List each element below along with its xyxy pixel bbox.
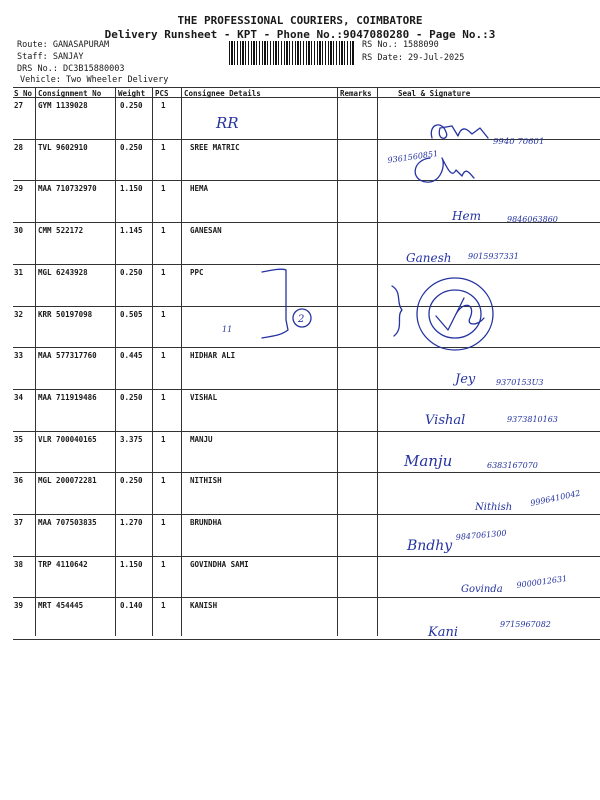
report-subtitle: Delivery Runsheet - KPT - Phone No.:9047080280 - Page No.:3 [104,28,496,41]
handwritten-phone-28: 9361560851 [387,148,439,165]
cell-consignment: TVL 9602910 [38,142,88,152]
cell-weight: 1.270 [120,518,143,527]
cell-sno: 31 [14,267,24,277]
cell-sno: 37 [14,518,24,527]
handwritten-phone-39: 9715967082 [500,620,551,629]
cell-consignee: GOVINDHA SAMI [190,559,249,569]
handwritten-phone-30: 9015937331 [468,252,519,261]
handwritten-signature-39: Kani [428,625,458,640]
route-label: Route: GANASAPURAM [17,40,110,50]
handwritten-signature-37: Nithish [475,502,513,513]
handwritten-signature-38: Govinda [461,584,503,595]
cell-weight: 0.140 [120,601,143,611]
cell-consignee: KANISH [190,601,218,611]
handwritten-phone-35: 6383167070 [487,461,538,470]
cell-sno: 29 [14,184,24,194]
staff-label: Staff: SANJAY [17,52,84,62]
handwritten-signature-34: Vishal [425,413,466,428]
cell-weight: 1.150 [120,559,143,569]
report-title: THE PROFESSIONAL COURIERS, COIMBATORE [177,14,423,27]
cell-sno: 36 [14,476,24,486]
rs-number: RS No.: 1588090 [362,40,439,50]
handwritten-circled-2: 2 [298,314,305,325]
cell-pcs: 1 [161,142,166,152]
col-header-sno: S No [14,89,33,98]
cell-weight: 0.505 [120,309,143,319]
cell-consignee: MANJU [190,434,213,444]
cell-sno: 32 [14,309,24,319]
cell-weight: 3.375 [120,434,143,444]
vehicle-label: Vehicle: Two Wheeler Delivery [20,75,169,85]
handwritten-signature-35: Manju [404,452,453,470]
cell-consignment: MAA 710732970 [38,184,97,194]
cell-sno: 28 [14,142,24,152]
handwritten-signature-30: Ganesh [406,251,452,265]
cell-sno: 38 [14,559,24,569]
cell-consignment: TRP 4110642 [38,559,88,569]
cell-consignment: MAA 577317760 [38,351,97,361]
cell-pcs: 1 [161,267,166,277]
cell-pcs: 1 [161,518,166,527]
cell-pcs: 1 [161,601,166,611]
cell-sno: 30 [14,226,24,236]
cell-consignee: SREE MATRIC [190,142,240,152]
cell-consignee: GANESAN [190,226,222,236]
cell-consignment: MGL 200072281 [38,476,97,486]
cell-weight: 0.250 [120,476,143,486]
handwritten-rr: RR [216,114,239,132]
cell-consignment: KRR 50197098 [38,309,93,319]
cell-weight: 1.145 [120,226,143,236]
cell-sno: 27 [14,101,24,110]
cell-weight: 1.150 [120,184,143,194]
cell-weight: 0.250 [120,142,143,152]
handwritten-11: 11 [222,325,233,334]
cell-consignment: CMM 522172 [38,226,84,236]
cell-weight: 0.250 [120,392,143,402]
cell-sno: 34 [14,392,24,402]
signature-row-28 [415,158,474,182]
cell-consignee: PPC [190,267,204,277]
cell-pcs: 1 [161,351,166,361]
stamp-signature [436,298,484,330]
cell-pcs: 1 [161,476,166,486]
cell-consignment: MRT 454445 [38,601,84,611]
col-header-weight: Weight [118,89,146,98]
cell-pcs: 1 [161,226,166,236]
cell-sno: 33 [14,351,24,361]
cell-pcs: 1 [161,559,166,569]
cell-weight: 0.250 [120,101,143,110]
cell-sno: 39 [14,601,24,611]
rs-date: RS Date: 29-Jul-2025 [362,53,465,63]
handwritten-phone-29: 9846063860 [507,215,558,224]
cell-consignment: MAA 707503835 [38,518,97,527]
cell-pcs: 1 [161,101,166,110]
handwritten-signature-33: Jey [455,372,476,387]
bracket-mark [262,269,288,338]
col-header-remarks: Remarks [340,89,372,98]
institution-stamp-inner [429,290,481,338]
col-header-pcs: PCS [155,89,169,98]
drs-number: DRS No.: DC3B15880003 [17,64,125,74]
cell-pcs: 1 [161,184,166,194]
cell-consignment: MGL 6243928 [38,267,88,277]
cell-sno: 35 [14,434,24,444]
handwritten-phone-34: 9373810163 [507,415,558,424]
handwritten-signature-29: Hem [452,209,481,223]
cell-consignee: NITHISH [190,476,222,486]
col-header-consignee: Consignee Details [184,89,261,98]
cell-consignee: HEMA [190,184,209,194]
cell-consignment: VLR 700040165 [38,434,97,444]
signature-row-27 [431,125,488,138]
col-header-consignment: Consignment No [38,89,102,98]
handwritten-signature-37b: Bndhy [407,538,453,554]
cell-consignee: VISHAL [190,392,218,402]
handwritten-phone-33: 9370153U3 [496,378,544,387]
cell-consignee: HIDHAR ALI [190,351,236,361]
cell-consignment: GYM 1139028 [38,101,88,110]
handwritten-phone-27: 9940 70601 [493,137,545,147]
cell-pcs: 1 [161,309,166,319]
col-header-seal: Seal & Signature [398,89,471,98]
cell-consignment: MAA 711919486 [38,392,97,402]
handwritten-phone-37b: 9847061300 [455,528,507,542]
cell-consignee: BRUNDHA [190,518,222,527]
cell-pcs: 1 [161,392,166,402]
cell-pcs: 1 [161,434,166,444]
cell-weight: 0.250 [120,267,143,277]
cell-weight: 0.445 [120,351,143,361]
handwritten-phone-37: 9996410042 [529,488,582,508]
curly-brace-mark [392,286,402,336]
handwritten-phone-38: 9000012631 [516,573,568,590]
